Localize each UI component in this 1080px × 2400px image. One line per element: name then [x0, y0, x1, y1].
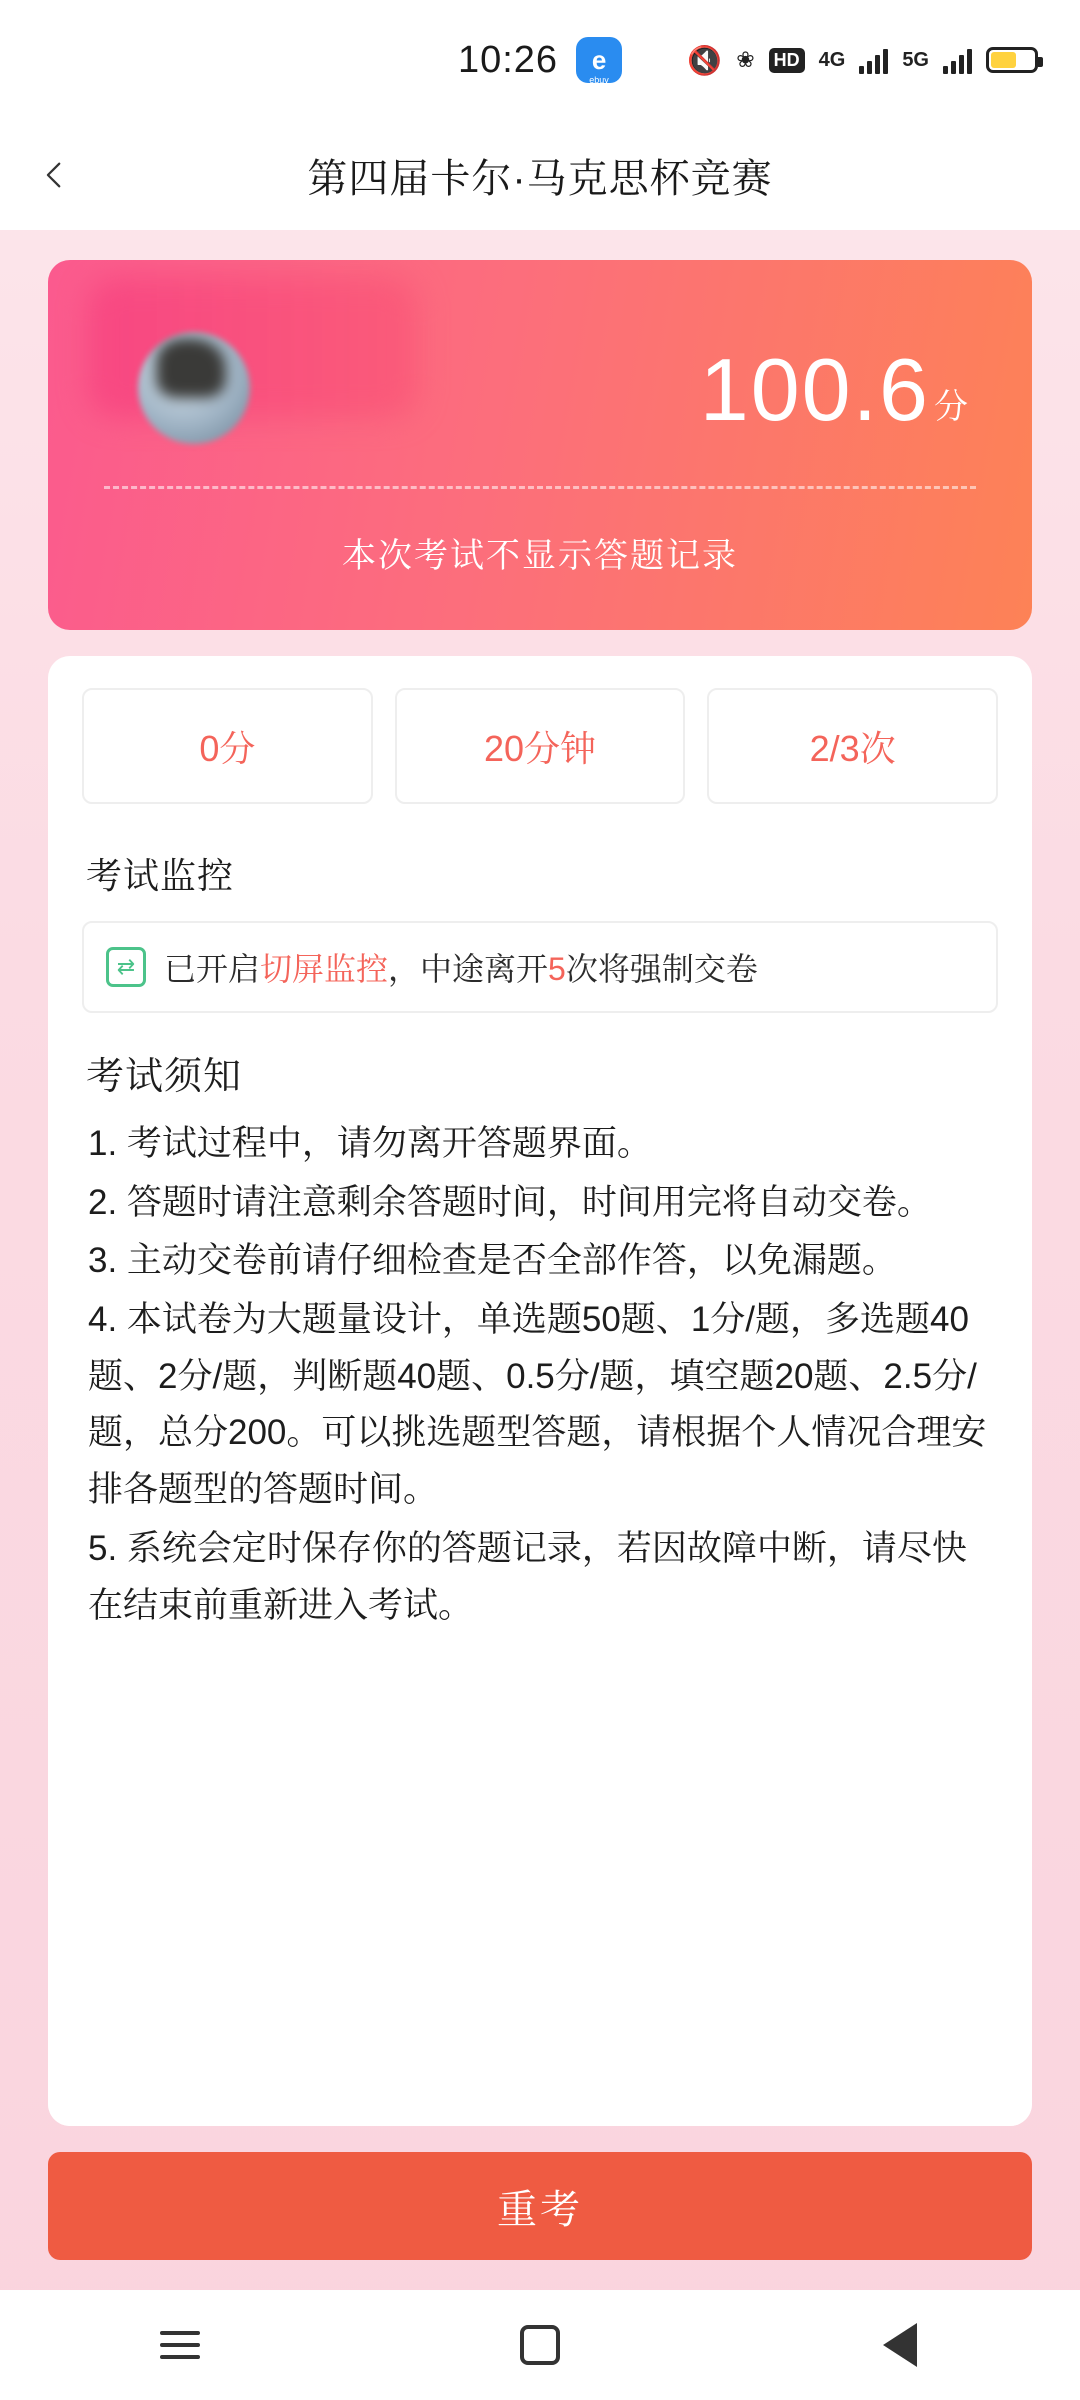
divider: [104, 486, 976, 489]
menu-icon: [160, 2331, 200, 2359]
notice-list: [82, 1116, 998, 1634]
score-banner: [48, 260, 1032, 630]
list-item: 3. 主动交卷前请仔细检查是否全部作答，以免漏题。: [88, 1241, 897, 1281]
signal-5g-label: 5G: [902, 48, 929, 71]
bluetooth-icon: ❀: [736, 47, 755, 72]
app-badge-sublabel: ebuy: [589, 75, 609, 85]
stats-row: [82, 688, 998, 804]
retake-button[interactable]: 重考: [48, 2152, 1032, 2260]
avatar: [138, 332, 250, 444]
scroll-fade: [48, 2036, 1032, 2126]
stat-duration: 20分钟: [395, 688, 686, 804]
monitor-section-title: 考试监控: [86, 855, 235, 896]
recents-button[interactable]: [90, 2290, 270, 2400]
list-item: 1. 考试过程中，请勿离开答题界面。: [88, 1124, 652, 1163]
notice-section-title: 考试须知: [86, 1056, 243, 1098]
home-button[interactable]: [450, 2290, 630, 2400]
back-icon: [883, 2323, 917, 2367]
screen-monitor-icon: ⇄: [106, 947, 146, 987]
status-bar: [0, 0, 1080, 120]
hd-icon: HD: [769, 48, 805, 73]
score-unit: 分: [934, 388, 970, 426]
monitor-status-bar: [82, 921, 998, 1013]
mute-icon: 🔇: [687, 44, 723, 76]
score-number: 100.6: [699, 340, 930, 439]
score-note: 本次考试不显示答题记录: [342, 537, 738, 575]
list-item: 2. 答题时请注意剩余答题时间，时间用完将自动交卷。: [88, 1182, 932, 1222]
signal-4g-label: 4G: [818, 48, 846, 71]
list-item: 4. 本试卷为大题量设计，单选题50题、1分/题，多选题40题、2分/题，判断题40题、0.5分/题，填空题20题、2.5分/题，总分200。可以挑选题型答题，请根据个人情况合理安排各题型的答题时间。: [88, 1300, 987, 1510]
status-time: 10:26: [457, 38, 559, 81]
blurred-name-area: [88, 278, 418, 418]
home-icon: [520, 2325, 560, 2365]
system-navigation-bar: [0, 2290, 1080, 2400]
app-badge-letter: e: [591, 44, 607, 75]
list-item: 5. 系统会定时保存你的答题记录，若因故障中断，请尽快在结束前重新进入考试。: [88, 1528, 967, 1625]
navigation-bar: [0, 120, 1080, 230]
app-notification-badge: [576, 37, 622, 83]
score-display: [699, 340, 970, 439]
monitor-text: 已开启切屏监控，中途离开5次将强制交卷: [164, 951, 758, 987]
main-content: [0, 230, 1080, 2126]
action-bar: [0, 2126, 1080, 2290]
exam-info-card: [48, 656, 1032, 2126]
battery-icon: [986, 47, 1038, 73]
stat-passing-score: 0分: [82, 688, 373, 804]
status-icons: [687, 0, 1038, 120]
page-title: 第四届卡尔·马克思杯竞赛: [307, 156, 773, 201]
signal-4g-icon: [859, 46, 888, 74]
system-back-button[interactable]: [810, 2290, 990, 2400]
stat-attempts: 2/3次: [707, 688, 998, 804]
signal-5g-icon: [943, 46, 972, 74]
